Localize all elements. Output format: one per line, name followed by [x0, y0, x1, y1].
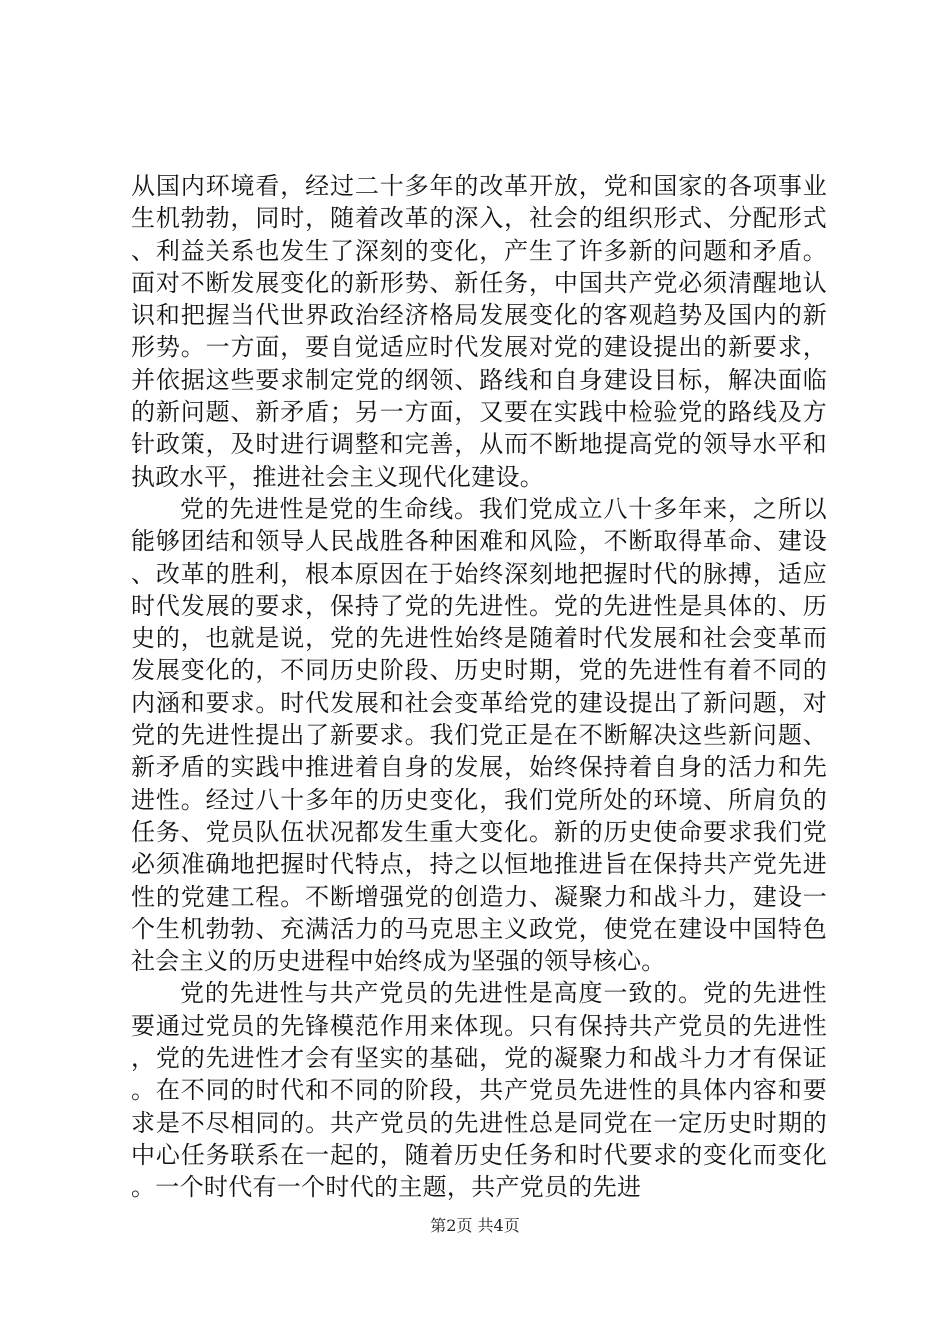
paragraph-1: 从国内环境看，经过二十多年的改革开放，党和国家的各项事业生机勃勃，同时，随着改革的深入，社会的组织形式、分配形式、利益关系也发生了深刻的变化，产生了许多新的问题和矛盾。面对不断发展变化的新形势、新任务，中国共产党必须清醒地认识和把握当代世界政治经济格局发展变化的客观趋势及国内的新形势。一方面，要自觉适应时代发展对党的建设提出的新要求，并依据这些要求制定党的纲领、路线和自身建设目标，解决面临的新问题、新矛盾；另一方面，又要在实践中检验党的路线及方针政策，及时进行调整和完善，从而不断地提高党的领导水平和执政水平，推进社会主义现代化建设。	[131, 172, 827, 491]
paragraph-2: 党的先进性是党的生命线。我们党成立八十多年来，之所以能够团结和领导人民战胜各种困难和风险，不断取得革命、建设、改革的胜利，根本原因在于始终深刻地把握时代的脉搏，适应时代发展的要求，保持了党的先进性。党的先进性是具体的、历史的，也就是说，党的先进性始终是随着时代发展和社会变革而发展变化的，不同历史阶段、历史时期，党的先进性有着不同的内涵和要求。时代发展和社会变革给党的建设提出了新问题，对党的先进性提出了新要求。我们党正是在不断解决这些新问题、新矛盾的实践中推进着自身的发展，始终保持着自身的活力和先进性。经过八十多年的历史变化，我们党所处的环境、所肩负的任务、党员队伍状况都发生重大变化。新的历史使命要求我们党必须准确地把握时代特点，持之以恒地推进旨在保持共产党先进性的党建工程。不断增强党的创造力、凝聚力和战斗力，建设一个生机勃勃、充满活力的马克思主义政党，使党在建设中国特色社会主义的历史进程中始终成为坚强的领导核心。	[131, 494, 827, 976]
page-footer: 第2页 共4页	[430, 1216, 520, 1235]
paragraph-3: 党的先进性与共产党员的先进性是高度一致的。党的先进性要通过党员的先锋模范作用来体现。只有保持共产党员的先进性，党的先进性才会有坚实的基础，党的凝聚力和战斗力才有保证。在不同的时代和不同的阶段，共产党员先进性的具体内容和要求是不尽相同的。共产党员的先进性总是同党在一定历史时期的中心任务联系在一起的，随着历史任务和时代要求的变化而变化。一个时代有一个时代的主题，共产党员的先进	[131, 979, 827, 1202]
document-body	[131, 170, 827, 1204]
